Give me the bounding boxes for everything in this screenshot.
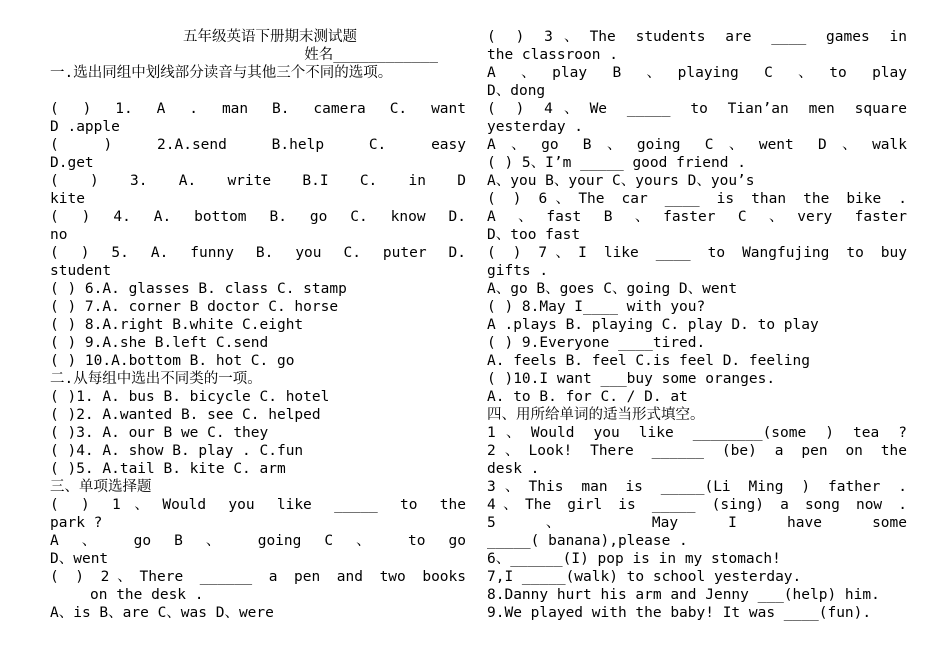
text-line: ( ) 2、There ______ a pen and two books [50, 569, 466, 585]
text-line: no [50, 227, 68, 243]
text-line: student [50, 263, 112, 279]
text-line: kite [50, 191, 85, 207]
text-line: A 、play B 、playing C 、to play [487, 65, 907, 81]
right-column [487, 28, 907, 622]
text-line: gifts . [487, 263, 549, 279]
text-line: ( ) 9.Everyone ____tired. [487, 335, 706, 351]
text-line: D、went [50, 551, 109, 567]
text-line: D、dong [487, 83, 546, 99]
text-line: yesterday . [487, 119, 584, 135]
text-line: ( ) 4、We _____ to Tian’an men square [487, 101, 907, 117]
text-line: desk . [487, 461, 540, 477]
text-line: ( )10.I want ___buy some oranges. [487, 371, 776, 387]
text-line: D、too fast [487, 227, 581, 243]
text-line: 三、单项选择题 [50, 479, 152, 495]
text-line: ( ) 9.A.she B.left C.send [50, 335, 269, 351]
text-line: ( )5. A.tail B. kite C. arm [50, 461, 286, 477]
text-line: 8.Danny hurt his arm and Jenny ___(help) him. [487, 587, 880, 603]
text-line: ( ) 7.A. corner B doctor C. horse [50, 299, 339, 315]
left-column [50, 28, 466, 622]
text-line [50, 82, 466, 100]
text-line: ( ) 6.A. glasses B. class C. stamp [50, 281, 347, 297]
text-line: ( ) 10.A.bottom B. hot C. go [50, 353, 295, 369]
text-line: 五年级英语下册期末测试题 [183, 29, 357, 45]
text-line: A .plays B. playing C. play D. to play [487, 317, 819, 333]
text-line: A 、fast B 、faster C 、very faster [487, 209, 907, 225]
text-line: ( )3. A. our B we C. they [50, 425, 269, 441]
text-line: ( )4. A. show B. play . C.fun [50, 443, 304, 459]
text-line: 四、用所给单词的适当形式填空。 [487, 407, 705, 423]
text-line: 一.选出同组中划线部分读音与其他三个不同的选项。 [50, 65, 393, 81]
text-line: A、go B、goes C、going D、went [487, 281, 738, 297]
text-line: ( ) 5、I’m _____ good friend . [487, 155, 746, 171]
text-line: ( ) 1、Would you like _____ to the [50, 497, 466, 513]
text-line: 二.从每组中选出不同类的一项。 [50, 371, 262, 387]
text-line: 1、Would you like ________(some ) tea ? [487, 425, 907, 441]
text-line: A、you B、your C、yours D、you’s [487, 173, 755, 189]
text-line: ( ) 7、I like ____ to Wangfujing to buy [487, 245, 907, 261]
text-line: 7,I _____(walk) to school yesterday. [487, 569, 802, 585]
text-line: A、is B、are C、was D、were [50, 605, 274, 621]
text-line: _____( banana),please . [487, 533, 688, 549]
text-line: ( )2. A.wanted B. see C. helped [50, 407, 321, 423]
text-line: A、go B、going C、went D、walk [487, 137, 907, 153]
text-line: ( ) 3. A. write B.I C. in D [50, 173, 466, 189]
text-line: ( ) 8.A.right B.white C.eight [50, 317, 304, 333]
text-line: ( ) 4. A. bottom B. go C. know D. [50, 209, 466, 225]
text-line: ( ) 3、The students are ____ games in [487, 29, 907, 45]
text-line: ( ) 8.May I____ with you? [487, 299, 706, 315]
text-line: 9.We played with the baby! It was ____(fun). [487, 605, 872, 621]
text-line: 4、The girl is _____ (sing) a song now . [487, 497, 907, 513]
text-line: 姓名____________ [304, 47, 438, 63]
text-line: ( ) 1. A . man B. camera C. want [50, 101, 466, 117]
text-line: 2、Look! There ______ (be) a pen on the [487, 443, 907, 459]
text-line: 6、______(I) pop is in my stomach! [487, 551, 781, 567]
text-line: ( ) 5. A. funny B. you C. puter D. [50, 245, 466, 261]
text-line: on the desk . [90, 587, 204, 603]
text-line: A 、 go B 、 going C 、 to go [50, 533, 466, 549]
text-line: 5 、 May I have some [487, 515, 907, 531]
text-line: A. to B. for C. / D. at [487, 389, 688, 405]
text-line: ( ) 2.A.send B.help C. easy [50, 137, 466, 153]
text-line: A. feels B. feel C.is feel D. feeling [487, 353, 811, 369]
text-line: D .apple [50, 119, 120, 135]
text-line: D.get [50, 155, 94, 171]
text-line: 3、This man is _____(Li Ming ) father . [487, 479, 907, 495]
text-line: the classroon . [487, 47, 618, 63]
text-line: ( ) 6、The car ____ is than the bike . [487, 191, 907, 207]
text-line: ( )1. A. bus B. bicycle C. hotel [50, 389, 330, 405]
text-line: park ? [50, 515, 103, 531]
